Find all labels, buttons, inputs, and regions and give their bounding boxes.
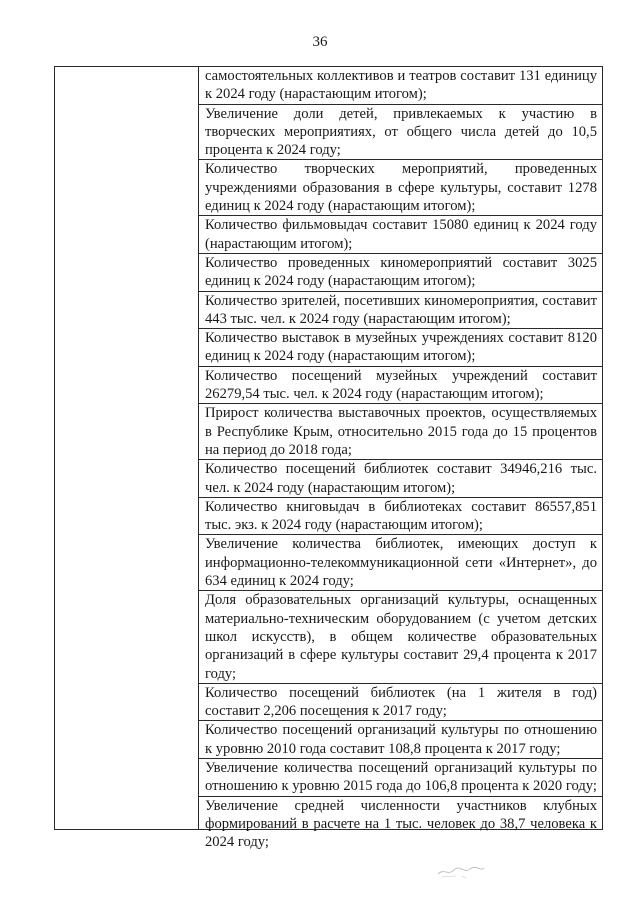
indicator-item: Количество зрителей, посетивших киномероприятия, составит 443 тыс. чел. к 2024 году (нарастающим итогом); bbox=[199, 292, 602, 330]
indicator-item: Количество посещений музейных учреждений составит 26279,54 тыс. чел. к 2024 году (нарастающим итогом); bbox=[199, 367, 602, 405]
indicator-item: Количество посещений библиотек составит 34946,216 тыс. чел. к 2024 году (нарастающим итогом); bbox=[199, 460, 602, 498]
indicator-item: Увеличение доли детей, привлекаемых к участию в творческих мероприятиях, от общего числа детей до 10,5 процента к 2024 году; bbox=[199, 105, 602, 161]
indicator-item: Количество проведенных киномероприятий составит 3025 единиц к 2024 году (нарастающим итогом); bbox=[199, 254, 602, 292]
indicator-item: Количество посещений организаций культуры по отношению к уровню 2010 года составит 108,8 процента к 2017 году; bbox=[199, 721, 602, 759]
indicator-table bbox=[54, 66, 603, 851]
scan-mark bbox=[436, 862, 486, 880]
indicators-cell bbox=[199, 67, 602, 851]
indicator-item: Количество фильмовыдач составит 15080 единиц к 2024 году (нарастающим итогом); bbox=[199, 216, 602, 254]
indicator-item: Увеличение количества посещений организаций культуры по отношению к уровню 2015 года до 106,8 процента к 2020 году; bbox=[199, 759, 602, 797]
indicator-item: Количество книговыдач в библиотеках составит 86557,851 тыс. экз. к 2024 году (нарастающим итогом); bbox=[199, 498, 602, 536]
indicator-item: самостоятельных коллективов и театров составит 131 единицу к 2024 году (нарастающим итогом); bbox=[199, 67, 602, 105]
indicator-item: Количество выставок в музейных учреждениях составит 8120 единиц к 2024 году (нарастающим итогом); bbox=[199, 329, 602, 367]
indicator-item: Количество творческих мероприятий, проведенных учреждениями образования в сфере культуры, составит 1278 единиц к 2024 году (нарастающим итогом); bbox=[199, 160, 602, 216]
indicator-item: Доля образовательных организаций культуры, оснащенных материально-техническим оборудованием (с учетом детских школ искусств), в общем количестве образовательных организаций в сфере культуры составит 29,4 процента к 2017 году; bbox=[199, 591, 602, 683]
indicator-item: Количество посещений библиотек (на 1 жителя в год) составит 2,206 посещения к 2017 году; bbox=[199, 684, 602, 722]
indicator-item: Прирост количества выставочных проектов, осуществляемых в Республике Крым, относительно 2015 года до 15 процентов на период до 2018 года; bbox=[199, 404, 602, 460]
indicator-item: Увеличение средней численности участников клубных формирований в расчете на 1 тыс. человек до 38,7 человека к 2024 году; bbox=[205, 797, 597, 851]
page-number: 36 bbox=[312, 34, 328, 50]
indicator-item: Увеличение количества библиотек, имеющих доступ к информационно-телекоммуникационной сети «Интернет», до 634 единиц к 2024 году; bbox=[199, 535, 602, 591]
